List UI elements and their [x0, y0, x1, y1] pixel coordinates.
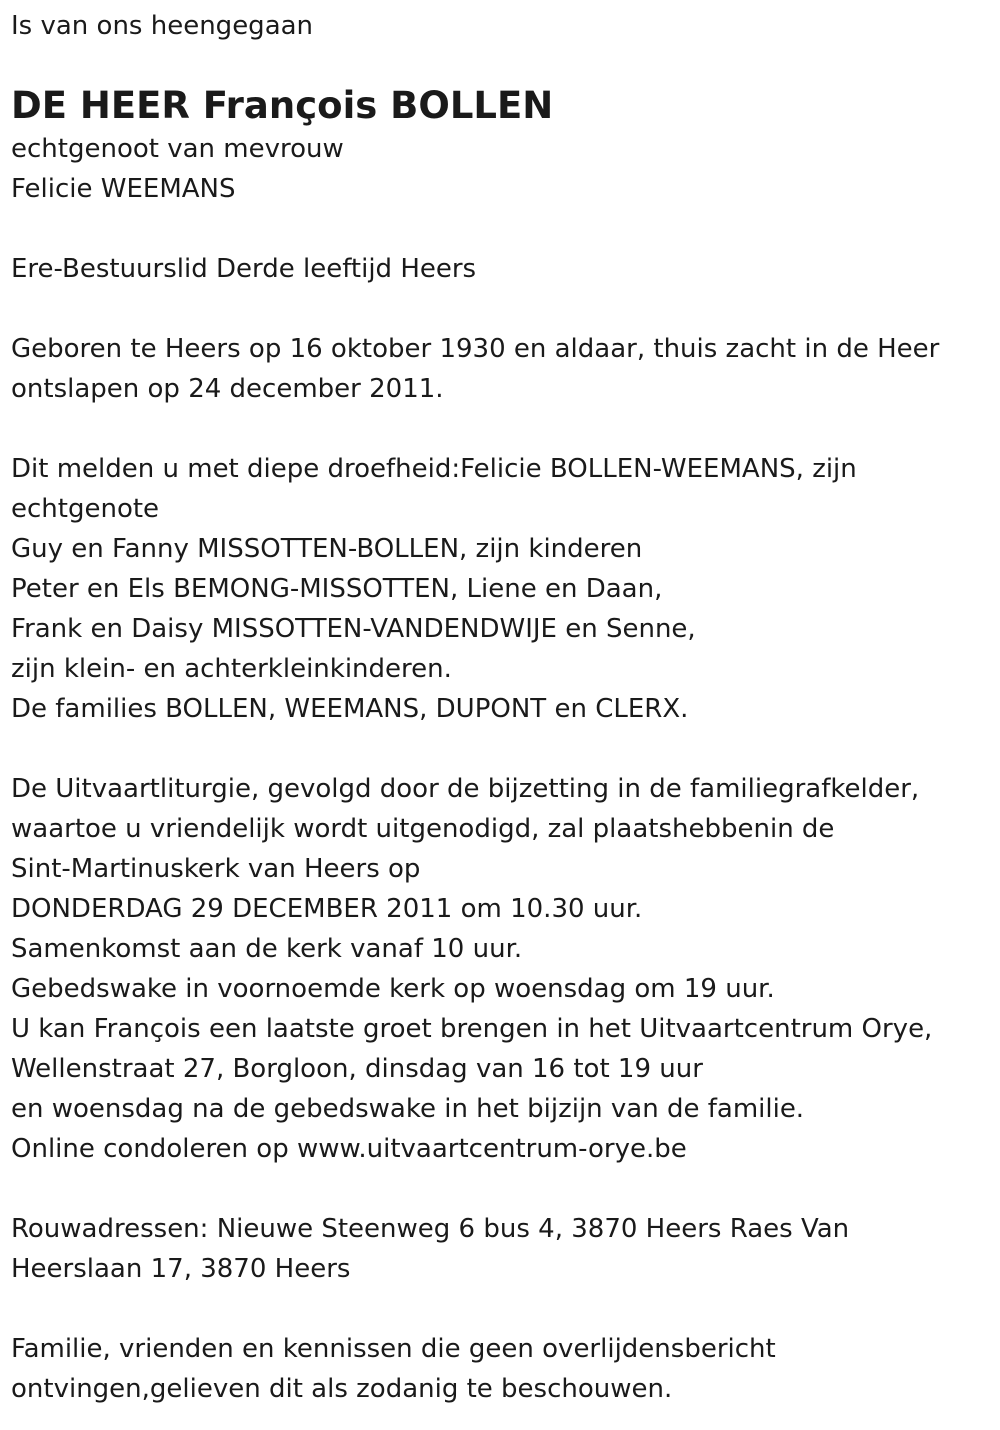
funeral-line: en woensdag na de gebedswake in het bijzijn van de familie. — [11, 1094, 805, 1124]
family-line: Peter en Els BEMONG-MISSOTTEN, Liene en Daan, — [11, 574, 663, 604]
family-line: De families BOLLEN, WEEMANS, DUPONT en CLERX. — [11, 694, 689, 724]
spouse-line-1: echtgenoot van mevrouw — [11, 134, 344, 164]
funeral-line: Sint-Martinuskerk van Heers op — [11, 854, 421, 884]
spacer — [11, 209, 989, 249]
closing-line: ontvingen,gelieven dit als zodanig te beschouwen. — [11, 1374, 673, 1404]
deceased-name-title: DE HEER François BOLLEN — [11, 84, 554, 127]
address-line: Rouwadressen: Nieuwe Steenweg 6 bus 4, 3870 Heers Raes Van — [11, 1214, 850, 1244]
spacer — [11, 409, 989, 449]
spouse-line-2: Felicie WEEMANS — [11, 174, 236, 204]
funeral-line: Online condoleren op www.uitvaartcentrum-orye.be — [11, 1134, 687, 1164]
spacer — [11, 1289, 989, 1329]
spacer — [11, 1169, 989, 1209]
funeral-line: DONDERDAG 29 DECEMBER 2011 om 10.30 uur. — [11, 894, 643, 924]
funeral-line: Samenkomst aan de kerk vanaf 10 uur. — [11, 934, 523, 964]
addresses-section — [11, 1209, 989, 1289]
family-line: Frank en Daisy MISSOTTEN-VANDENDWIJE en Senne, — [11, 614, 696, 644]
spacer — [11, 289, 989, 329]
closing-line: Familie, vrienden en kennissen die geen overlijdensbericht — [11, 1334, 776, 1364]
intro-text: Is van ons heengegaan — [11, 11, 314, 41]
funeral-line: De Uitvaartliturgie, gevolgd door de bijzetting in de familiegrafkelder, — [11, 774, 920, 804]
family-line: echtgenote — [11, 494, 160, 524]
birth-line-2: ontslapen op 24 december 2011. — [11, 374, 444, 404]
funeral-line: Wellenstraat 27, Borgloon, dinsdag van 16 tot 19 uur — [11, 1054, 703, 1084]
address-line: Heerslaan 17, 3870 Heers — [11, 1254, 351, 1284]
family-line: zijn klein- en achterkleinkinderen. — [11, 654, 452, 684]
funeral-line: Gebedswake in voornoemde kerk op woensdag om 19 uur. — [11, 974, 775, 1004]
spacer — [11, 729, 989, 769]
family-line: Guy en Fanny MISSOTTEN-BOLLEN, zijn kinderen — [11, 534, 643, 564]
birth-line-1: Geboren te Heers op 16 oktober 1930 en aldaar, thuis zacht in de Heer — [11, 334, 940, 364]
closing-section — [11, 1329, 989, 1409]
role-text: Ere-Bestuurslid Derde leeftijd Heers — [11, 254, 477, 284]
funeral-line: U kan François een laatste groet brengen in het Uitvaartcentrum Orye, — [11, 1014, 933, 1044]
funeral-section — [11, 769, 989, 1169]
family-section — [11, 449, 989, 729]
funeral-line: waartoe u vriendelijk wordt uitgenodigd, zal plaatshebbenin de — [11, 814, 835, 844]
family-line: Dit melden u met diepe droefheid:Felicie BOLLEN-WEEMANS, zijn — [11, 454, 857, 484]
